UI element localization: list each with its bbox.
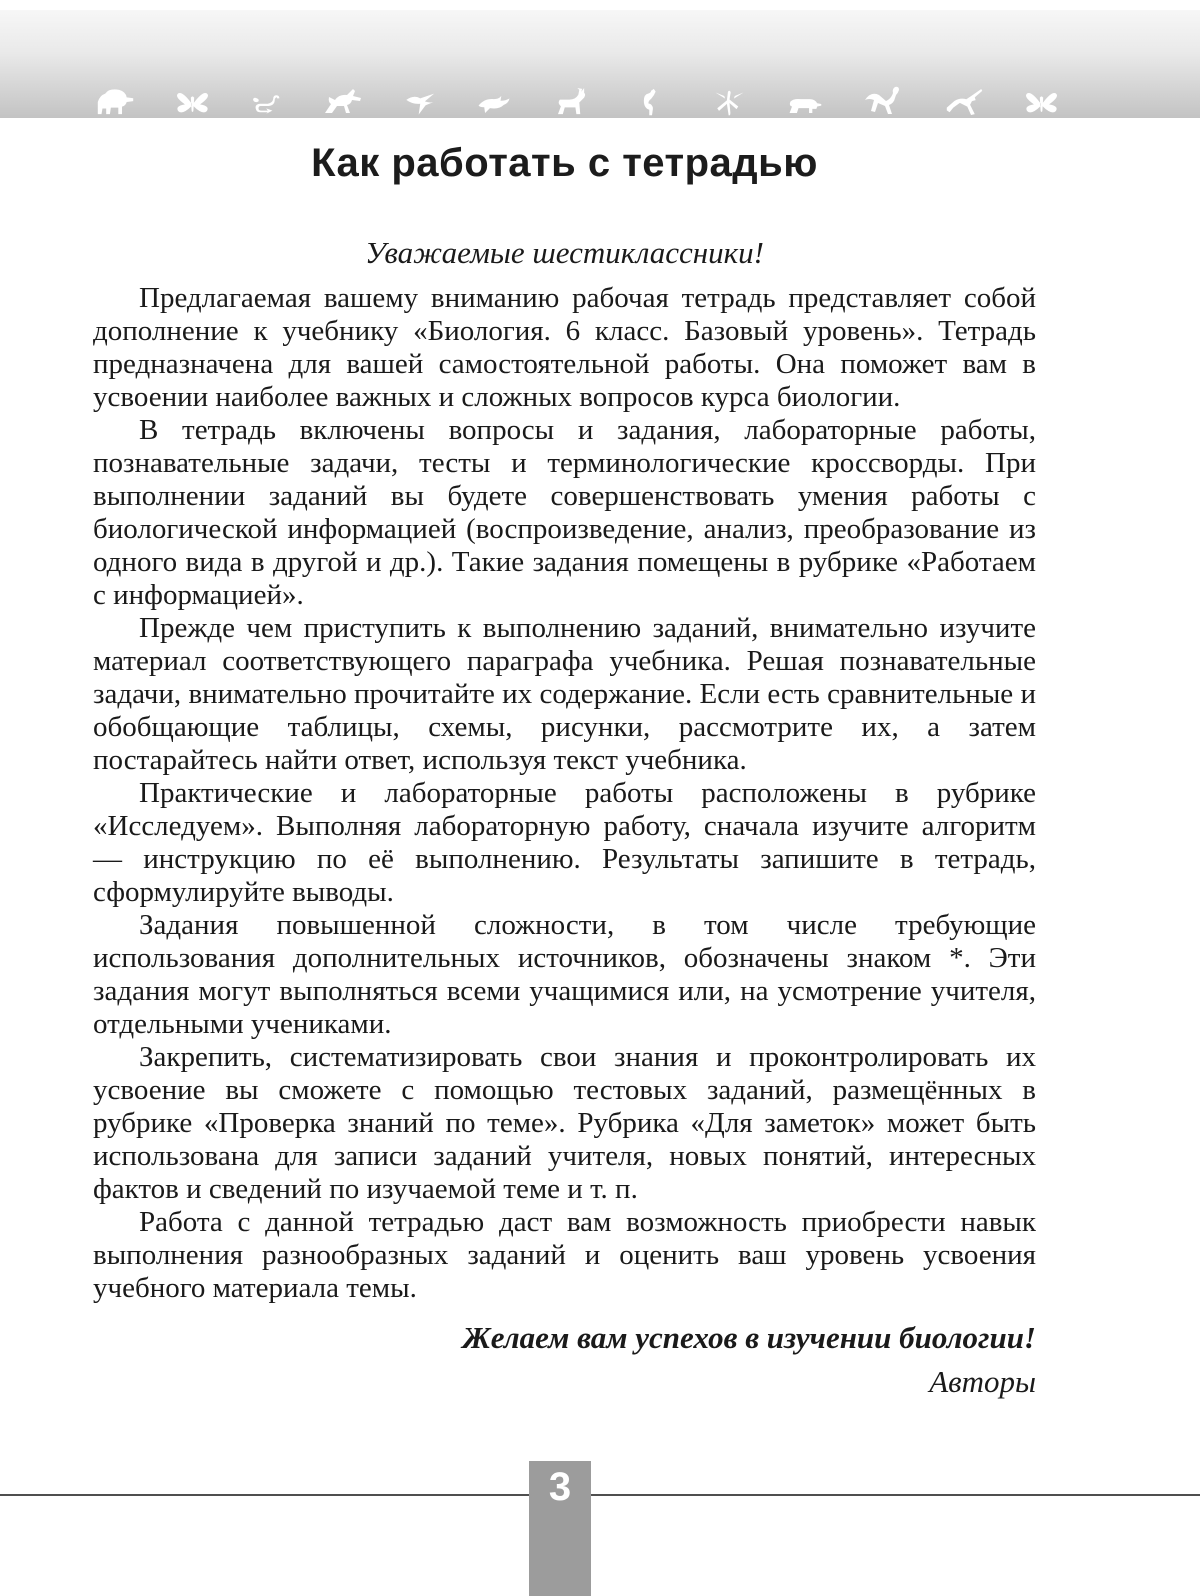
warthog-icon xyxy=(787,91,823,117)
page-title: Как работать с тетрадью xyxy=(311,141,818,185)
swallow-icon xyxy=(404,92,438,117)
butterfly-icon xyxy=(174,90,211,117)
footer-rule xyxy=(0,1494,1200,1496)
moose-icon xyxy=(551,86,594,117)
paragraph: В тетрадь включены вопросы и задания, лабораторные работы, познавательные задачи, тесты и терминологические кроссворды. При выполнении заданий вы будете совершенствовать умения работы с биологической информацией (воспроизведение, анализ, преобразование из одного вида в другой и др.). Такие задания помещены в рубрике «Работаем с информацией». xyxy=(93,414,1036,611)
bison-icon xyxy=(95,87,136,117)
paragraph: Задания повышенной сложности, в том числе требующие использования дополнительных источников, обозначены знаком *. Эти задания могут выполняться всеми учащимися или, на усмотрение учителя, отдельными учениками. xyxy=(93,909,1036,1040)
butterfly-icon xyxy=(1023,90,1060,117)
page-content xyxy=(93,118,1036,1399)
mosquito-icon xyxy=(710,89,749,117)
paragraph: Практические и лабораторные работы расположены в рубрике «Исследуем». Выполняя лабораторную работу, сначала изучите алгоритм — инструкцию по её выполнению. Результаты запишите в тетрадь, сформулируйте выводы. xyxy=(93,777,1036,908)
body-paragraphs xyxy=(93,282,1036,1305)
paragraph: Предлагаемая вашему вниманию рабочая тетрадь представляет собой дополнение к учебнику «Биология. 6 класс. Базовый уровень». Тетрадь предназначена для вашей самостоятельной работы. Она поможет вам в усвоении наиболее важных и сложных вопросов курса биологии. xyxy=(93,282,1036,413)
greeting-line: Уважаемые шестиклассники! xyxy=(365,235,764,270)
animal-strip xyxy=(95,85,1060,117)
scorpion-icon xyxy=(250,92,284,117)
closing-line: Желаем вам успехов в изучении биологии! xyxy=(462,1320,1036,1355)
authors-signature: Авторы xyxy=(929,1364,1036,1399)
paragraph: Прежде чем приступить к выполнению заданий, внимательно изучите материал соответствующего параграфа учебника. Решая познавательные задачи, внимательно прочитайте их содержание. Если есть сравнительные и обобщающие таблицы, схемы, рисунки, рассмотрите их, а затем постарайтесь найти ответ, используя текст учебника. xyxy=(93,612,1036,776)
page-number-tab xyxy=(529,1461,591,1596)
oryx-icon xyxy=(944,87,985,117)
paragraph: Закрепить, систематизировать свои знания и проконтролировать их усвоение вы сможете с помощью тестовых заданий, размещённых в рубрике «Проверка знаний по теме». Рубрика «Для заметок» может быть использована для записи заданий учителя, новых понятий, интересных фактов и сведений по изучаемой теме и т. п. xyxy=(93,1041,1036,1205)
animal-banner xyxy=(0,10,1200,118)
penguin-icon xyxy=(632,88,672,117)
dolphin-icon xyxy=(476,91,512,117)
horse-icon xyxy=(322,85,366,117)
page-number: 3 xyxy=(548,1465,572,1509)
fox-icon xyxy=(862,85,906,117)
paragraph: Работа с данной тетрадью даст вам возможность приобрести навык выполнения разнообразных заданий и оценить ваш уровень усвоения учебного материала темы. xyxy=(93,1206,1036,1304)
